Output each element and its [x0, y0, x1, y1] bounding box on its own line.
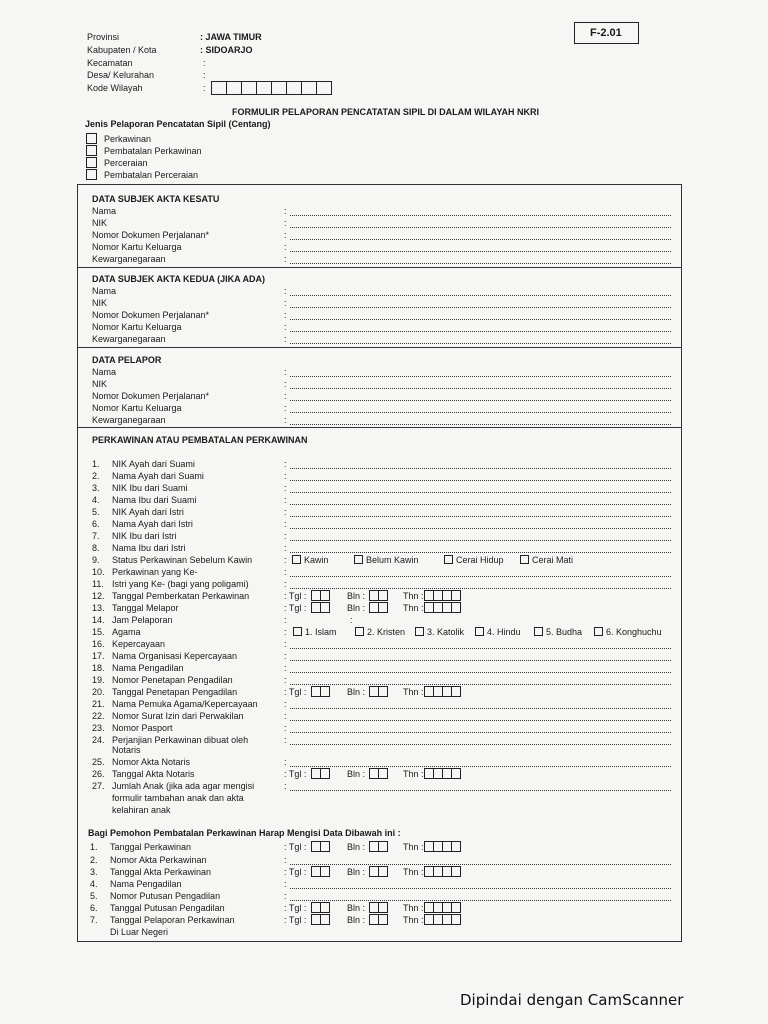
pembatalan-6-tgl-boxes[interactable] — [312, 902, 330, 913]
perkawinan-colon: : — [284, 495, 287, 505]
perkawinan-answer-line[interactable] — [290, 732, 671, 733]
pembatalan-1-thn-boxes[interactable] — [425, 841, 461, 852]
perkawinan-colon: : — [284, 651, 287, 661]
pembatalan-7-thn-boxes[interactable] — [425, 914, 461, 925]
perkawinan-item-no: 22. — [92, 711, 105, 721]
form-code: F-2.01 — [590, 27, 622, 39]
perkawinan-answer-line[interactable] — [290, 588, 671, 589]
agama-option: 3. Katolik — [427, 627, 465, 637]
subjek1-heading: DATA SUBJEK AKTA KESATU — [92, 194, 220, 204]
status-option: Belum Kawin — [366, 555, 419, 565]
pembatalan-7-tgl-label: : Tgl : — [284, 915, 307, 925]
perkawinan-colon: : — [284, 699, 287, 709]
jenis-option-pembatalan-perkawinan: Pembatalan Perkawinan — [104, 146, 202, 156]
perkawinan-answer-line[interactable] — [290, 468, 671, 469]
section-divider — [77, 427, 682, 428]
perkawinan-item-label: NIK Ibu dari Suami — [112, 483, 188, 493]
perkawinan-item-label: Nama Pengadilan — [112, 663, 184, 673]
subjek1-answer-line[interactable] — [290, 227, 671, 228]
subjek2-answer-line[interactable] — [290, 343, 671, 344]
pembatalan-item-no: 7. — [90, 915, 98, 925]
pembatalan-3-bln-boxes[interactable] — [370, 866, 388, 877]
perkawinan-item-label: Nomor Penetapan Pengadilan — [112, 675, 233, 685]
subjek1-colon: : — [284, 218, 287, 228]
pembatalan-3-bln-label: Bln : — [347, 867, 366, 877]
jenis-heading: Jenis Pelaporan Pencatatan Sipil (Centang) — [85, 119, 271, 129]
agama-option: 5. Budha — [546, 627, 583, 637]
subjek2-colon: : — [284, 322, 287, 332]
pembatalan-item-no: 2. — [90, 855, 98, 865]
subjek2-field-nik: NIK — [92, 298, 108, 308]
perkawinan-answer-line[interactable] — [290, 744, 671, 745]
perkawinan-colon: : — [284, 519, 287, 529]
subjek2-answer-line[interactable] — [290, 307, 671, 308]
perkawinan-13-bln-boxes[interactable] — [370, 602, 388, 613]
agama-colon: : — [284, 627, 287, 637]
pembatalan-6-tgl-label: : Tgl : — [284, 903, 307, 913]
pembatalan-answer-line[interactable] — [290, 900, 671, 901]
agama-checkbox[interactable] — [475, 627, 484, 636]
perkawinan-item-no: 5. — [92, 507, 100, 517]
pembatalan-3-thn-boxes[interactable] — [425, 866, 461, 877]
perkawinan-13-bln-label: Bln : — [347, 603, 366, 613]
perkawinan-colon: : — [284, 507, 287, 517]
subjek2-field-nama: Nama — [92, 286, 117, 296]
perkawinan-20-bln-label: Bln : — [347, 687, 366, 697]
perkawinan-item-no: 18. — [92, 663, 105, 673]
kecamatan-value[interactable]: : — [203, 58, 206, 68]
perkawinan-item-no: 19. — [92, 675, 105, 685]
perkawinan-answer-line[interactable] — [290, 766, 671, 767]
perkawinan-item-no: 2. — [92, 471, 100, 481]
subjek2-colon: : — [284, 286, 287, 296]
perkawinan-item-label: NIK Ibu dari Istri — [112, 531, 177, 541]
status-checkbox[interactable] — [520, 555, 529, 564]
kabupaten-value: : SIDOARJO — [200, 45, 253, 55]
pelapor-colon: : — [284, 367, 287, 377]
kode-wilayah-boxes[interactable] — [212, 81, 332, 95]
perkawinan-12-thn-label: Thn : — [403, 591, 424, 601]
agama-checkbox[interactable] — [534, 627, 543, 636]
subjek2-answer-line[interactable] — [290, 331, 671, 332]
section-divider — [77, 347, 682, 348]
subjek2-answer-line[interactable] — [290, 319, 671, 320]
perkawinan-item-no: 17. — [92, 651, 105, 661]
perkawinan-colon: : — [284, 675, 287, 685]
perkawinan-20-tgl-boxes[interactable] — [312, 686, 330, 697]
jenis-option-pembatalan-perceraian: Pembatalan Perceraian — [104, 170, 199, 180]
perkawinan-answer-line[interactable] — [290, 708, 671, 709]
subjek1-field-kewarganegaraan: Kewarganegaraan — [92, 254, 166, 264]
status-colon: : — [284, 555, 287, 565]
jenis-option-perkawinan: Perkawinan — [104, 134, 152, 144]
perkawinan-26-thn-boxes[interactable] — [425, 768, 461, 779]
perkawinan-colon: : — [284, 781, 287, 791]
pembatalan-item-no: 3. — [90, 867, 98, 877]
perkawinan-colon: : — [284, 543, 287, 553]
pembatalan-answer-line[interactable] — [290, 888, 671, 889]
perkawinan-colon: : — [284, 579, 287, 589]
perkawinan-item-label: NIK Ayah dari Suami — [112, 459, 195, 469]
pembatalan-item-no: 4. — [90, 879, 98, 889]
status-checkbox[interactable] — [292, 555, 301, 564]
subjek2-field-kewarganegaraan: Kewarganegaraan — [92, 334, 166, 344]
perkawinan-12-tgl-boxes[interactable] — [312, 590, 330, 601]
perkawinan-26-bln-boxes[interactable] — [370, 768, 388, 779]
perkawinan-item-label: Perjanjian Perkawinan dibuat oleh — [112, 735, 249, 745]
perkawinan-item-label: Nomor Pasport — [112, 723, 173, 733]
subjek1-answer-line[interactable] — [290, 239, 671, 240]
pembatalan-7-thn-label: Thn : — [403, 915, 424, 925]
status-option: Cerai Mati — [532, 555, 574, 565]
kecamatan-label: Kecamatan — [87, 58, 133, 68]
perkawinan-item-no: 10. — [92, 567, 105, 577]
subjek2-colon: : — [284, 310, 287, 320]
agama-checkbox[interactable] — [293, 627, 302, 636]
perkawinan-item-label: Nama Ayah dari Suami — [112, 471, 204, 481]
pembatalan-item-no: 1. — [90, 842, 98, 852]
kabupaten-label: Kabupaten / Kota — [87, 45, 157, 55]
pembatalan-6-bln-boxes[interactable] — [370, 902, 388, 913]
status-option: Cerai Hidup — [456, 555, 504, 565]
perkawinan-answer-line[interactable] — [290, 492, 671, 493]
perkawinan-item-label: formulir tambahan anak dan akta — [112, 793, 244, 803]
perkawinan-item-no: 7. — [92, 531, 100, 541]
pelapor-answer-line[interactable] — [290, 400, 671, 401]
perkawinan-item-no: 9. — [92, 555, 100, 565]
jam-colon-2: : — [350, 615, 353, 625]
agama-checkbox[interactable] — [594, 627, 603, 636]
perkawinan-item-no: 6. — [92, 519, 100, 529]
perkawinan-item-no: 8. — [92, 543, 100, 553]
agama-option: 6. Konghuchu — [606, 627, 662, 637]
perkawinan-item-label: Kepercayaan — [112, 639, 166, 649]
subjek2-colon: : — [284, 298, 287, 308]
kode-value: : — [203, 83, 206, 93]
pembatalan-item-label: Di Luar Negeri — [110, 927, 169, 937]
perkawinan-item-no: 16. — [92, 639, 105, 649]
pembatalan-heading: Bagi Pemohon Pembatalan Perkawinan Harap Mengisi Data Dibawah ini : — [88, 828, 401, 838]
perkawinan-answer-line[interactable] — [290, 660, 671, 661]
subjek1-field-kk: Nomor Kartu Keluarga — [92, 242, 182, 252]
agama-checkbox[interactable] — [415, 627, 424, 636]
perkawinan-item-label: Status Perkawinan Sebelum Kawin — [112, 555, 253, 565]
perkawinan-item-label: Nomor Akta Notaris — [112, 757, 191, 767]
pembatalan-item-no: 5. — [90, 891, 98, 901]
perkawinan-colon: : — [284, 639, 287, 649]
subjek1-field-nama: Nama — [92, 206, 117, 216]
pelapor-answer-line[interactable] — [290, 388, 671, 389]
perkawinan-answer-line[interactable] — [290, 540, 671, 541]
pembatalan-1-bln-boxes[interactable] — [370, 841, 388, 852]
perkawinan-13-thn-boxes[interactable] — [425, 602, 461, 613]
jenis-checkbox-perceraian[interactable] — [86, 157, 97, 168]
perkawinan-item-no: 3. — [92, 483, 100, 493]
perkawinan-item-label: Nama Ayah dari Istri — [112, 519, 193, 529]
provinsi-value: : JAWA TIMUR — [200, 32, 262, 42]
perkawinan-12-thn-boxes[interactable] — [425, 590, 461, 601]
scanner-watermark: Dipindai dengan CamScanner — [460, 991, 684, 1009]
subjek2-heading: DATA SUBJEK AKTA KEDUA (JIKA ADA) — [92, 274, 265, 284]
pembatalan-1-tgl-label: : Tgl : — [284, 842, 307, 852]
pelapor-colon: : — [284, 403, 287, 413]
pembatalan-item-label: Nomor Putusan Pengadilan — [110, 891, 221, 901]
pembatalan-answer-line[interactable] — [290, 864, 671, 865]
perkawinan-item-label: Nama Pemuka Agama/Kepercayaan — [112, 699, 258, 709]
subjek1-answer-line[interactable] — [290, 251, 671, 252]
perkawinan-colon: : — [284, 723, 287, 733]
pembatalan-6-thn-boxes[interactable] — [425, 902, 461, 913]
perkawinan-20-tgl-label: : Tgl : — [284, 687, 307, 697]
perkawinan-item-label: kelahiran anak — [112, 805, 171, 815]
perkawinan-answer-line[interactable] — [290, 790, 671, 791]
perkawinan-heading: PERKAWINAN ATAU PEMBATALAN PERKAWINAN — [92, 435, 308, 445]
pembatalan-item-no: 6. — [90, 903, 98, 913]
kode-label: Kode Wilayah — [87, 83, 143, 93]
perkawinan-26-bln-label: Bln : — [347, 769, 366, 779]
perkawinan-item-label: Nomor Surat Izin dari Perwakilan — [112, 711, 244, 721]
subjek2-field-dokumen: Nomor Dokumen Perjalanan* — [92, 310, 210, 320]
pembatalan-colon: : — [284, 879, 287, 889]
pelapor-answer-line[interactable] — [290, 412, 671, 413]
perkawinan-item-label: Tanggal Pemberkatan Perkawinan — [112, 591, 250, 601]
perkawinan-answer-line[interactable] — [290, 552, 671, 553]
perkawinan-answer-line[interactable] — [290, 504, 671, 505]
jenis-checkbox-pembatalan-perkawinan[interactable] — [86, 145, 97, 156]
agama-checkbox[interactable] — [355, 627, 364, 636]
perkawinan-item-no: 25. — [92, 757, 105, 767]
perkawinan-item-no: 1. — [92, 459, 100, 469]
pelapor-colon: : — [284, 379, 287, 389]
pelapor-answer-line[interactable] — [290, 376, 671, 377]
perkawinan-item-no: 27. — [92, 781, 105, 791]
perkawinan-colon: : — [284, 735, 287, 745]
pelapor-colon: : — [284, 391, 287, 401]
perkawinan-item-label: Tanggal Melapor — [112, 603, 179, 613]
perkawinan-item-no: 26. — [92, 769, 105, 779]
perkawinan-item-label: Jam Pelaporan — [112, 615, 173, 625]
pembatalan-1-bln-label: Bln : — [347, 842, 366, 852]
desa-label: Desa/ Kelurahan — [87, 70, 155, 80]
perkawinan-answer-line[interactable] — [290, 480, 671, 481]
pelapor-field-kk: Nomor Kartu Keluarga — [92, 403, 182, 413]
perkawinan-colon: : — [284, 663, 287, 673]
perkawinan-20-thn-label: Thn : — [403, 687, 424, 697]
pelapor-field-dokumen: Nomor Dokumen Perjalanan* — [92, 391, 210, 401]
pembatalan-6-thn-label: Thn : — [403, 903, 424, 913]
pembatalan-7-bln-label: Bln : — [347, 915, 366, 925]
perkawinan-26-tgl-boxes[interactable] — [312, 768, 330, 779]
perkawinan-colon: : — [284, 711, 287, 721]
pelapor-colon: : — [284, 415, 287, 425]
pembatalan-7-tgl-boxes[interactable] — [312, 914, 330, 925]
agama-option: 2. Kristen — [367, 627, 406, 637]
pembatalan-3-tgl-boxes[interactable] — [312, 866, 330, 877]
perkawinan-answer-line[interactable] — [290, 720, 671, 721]
perkawinan-13-tgl-boxes[interactable] — [312, 602, 330, 613]
perkawinan-colon: : — [284, 567, 287, 577]
pembatalan-1-thn-label: Thn : — [403, 842, 424, 852]
subjek1-field-nik: NIK — [92, 218, 108, 228]
perkawinan-13-thn-label: Thn : — [403, 603, 424, 613]
pembatalan-colon: : — [284, 855, 287, 865]
perkawinan-item-no: 13. — [92, 603, 105, 613]
subjek2-colon: : — [284, 334, 287, 344]
pelapor-answer-line[interactable] — [290, 424, 671, 425]
section-divider — [77, 267, 682, 268]
perkawinan-item-no: 21. — [92, 699, 105, 709]
perkawinan-13-tgl-label: : Tgl : — [284, 603, 307, 613]
subjek1-colon: : — [284, 242, 287, 252]
perkawinan-colon: : — [284, 531, 287, 541]
pembatalan-item-label: Tanggal Pelaporan Perkawinan — [110, 915, 235, 925]
perkawinan-26-thn-label: Thn : — [403, 769, 424, 779]
pelapor-field-nama: Nama — [92, 367, 117, 377]
pelapor-heading: DATA PELAPOR — [92, 355, 162, 365]
pembatalan-3-thn-label: Thn : — [403, 867, 424, 877]
perkawinan-item-no: 11. — [92, 579, 104, 589]
pembatalan-3-tgl-label: : Tgl : — [284, 867, 307, 877]
perkawinan-answer-line[interactable] — [290, 516, 671, 517]
perkawinan-20-bln-boxes[interactable] — [370, 686, 388, 697]
perkawinan-answer-line[interactable] — [290, 576, 671, 577]
perkawinan-item-no: 12. — [92, 591, 105, 601]
perkawinan-item-label: Nama Organisasi Kepercayaan — [112, 651, 238, 661]
perkawinan-item-label: Jumlah Anak (jika ada agar mengisi — [112, 781, 255, 791]
subjek1-colon: : — [284, 230, 287, 240]
subjek1-colon: : — [284, 206, 287, 216]
perkawinan-colon: : — [284, 459, 287, 469]
subjek1-colon: : — [284, 254, 287, 264]
pembatalan-item-label: Tanggal Perkawinan — [110, 842, 192, 852]
perkawinan-item-label: Tanggal Penetapan Pengadilan — [112, 687, 238, 697]
perkawinan-item-no: 15. — [92, 627, 105, 637]
perkawinan-item-label: NIK Ayah dari Istri — [112, 507, 184, 517]
perkawinan-item-label: Tanggal Akta Notaris — [112, 769, 195, 779]
perkawinan-item-label: Perkawinan yang Ke- — [112, 567, 198, 577]
pembatalan-7-bln-boxes[interactable] — [370, 914, 388, 925]
pembatalan-item-label: Nomor Akta Perkawinan — [110, 855, 207, 865]
perkawinan-12-bln-label: Bln : — [347, 591, 366, 601]
status-option: Kawin — [304, 555, 329, 565]
pembatalan-1-tgl-boxes[interactable] — [312, 841, 330, 852]
status-checkbox[interactable] — [444, 555, 453, 564]
perkawinan-answer-line[interactable] — [290, 672, 671, 673]
subjek1-answer-line[interactable] — [290, 263, 671, 264]
perkawinan-item-no: 14. — [92, 615, 105, 625]
subjek1-answer-line[interactable] — [290, 215, 671, 216]
jenis-checkbox-perkawinan[interactable] — [86, 133, 97, 144]
perkawinan-item-no: 24. — [92, 735, 105, 745]
perkawinan-item-label: Nama Ibu dari Istri — [112, 543, 186, 553]
jenis-checkbox-pembatalan-perceraian[interactable] — [86, 169, 97, 180]
form-title: FORMULIR PELAPORAN PENCATATAN SIPIL DI DALAM WILAYAH NKRI — [232, 107, 540, 117]
perkawinan-colon: : — [284, 471, 287, 481]
perkawinan-item-no: 20. — [92, 687, 105, 697]
perkawinan-item-no: 4. — [92, 495, 100, 505]
perkawinan-item-label: Agama — [112, 627, 141, 637]
perkawinan-item-label: Nama Ibu dari Suami — [112, 495, 197, 505]
perkawinan-item-label: Istri yang Ke- (bagi yang poligami) — [112, 579, 249, 589]
perkawinan-20-thn-boxes[interactable] — [425, 686, 461, 697]
perkawinan-colon: : — [284, 483, 287, 493]
agama-option: 4. Hindu — [487, 627, 521, 637]
desa-value[interactable]: : — [203, 70, 206, 80]
jam-colon: : — [284, 615, 287, 625]
pembatalan-colon: : — [284, 891, 287, 901]
perkawinan-answer-line[interactable] — [290, 684, 671, 685]
agama-option: 1. Islam — [305, 627, 337, 637]
subjek2-answer-line[interactable] — [290, 295, 671, 296]
pembatalan-item-label: Nama Pengadilan — [110, 879, 182, 889]
subjek1-field-dokumen: Nomor Dokumen Perjalanan* — [92, 230, 210, 240]
pelapor-field-nik: NIK — [92, 379, 108, 389]
provinsi-label: Provinsi — [87, 32, 120, 42]
perkawinan-item-no: 23. — [92, 723, 105, 733]
pembatalan-6-bln-label: Bln : — [347, 903, 366, 913]
perkawinan-12-tgl-label: : Tgl : — [284, 591, 307, 601]
perkawinan-answer-line[interactable] — [290, 648, 671, 649]
pelapor-field-kewarganegaraan: Kewarganegaraan — [92, 415, 166, 425]
subjek2-field-kk: Nomor Kartu Keluarga — [92, 322, 182, 332]
pembatalan-item-label: Tanggal Akta Perkawinan — [110, 867, 212, 877]
perkawinan-12-bln-boxes[interactable] — [370, 590, 388, 601]
perkawinan-item-label: Notaris — [112, 745, 141, 755]
jenis-option-perceraian: Perceraian — [104, 158, 148, 168]
perkawinan-26-tgl-label: : Tgl : — [284, 769, 307, 779]
perkawinan-colon: : — [284, 757, 287, 767]
pembatalan-item-label: Tanggal Putusan Pengadilan — [110, 903, 225, 913]
perkawinan-answer-line[interactable] — [290, 528, 671, 529]
status-checkbox[interactable] — [354, 555, 363, 564]
